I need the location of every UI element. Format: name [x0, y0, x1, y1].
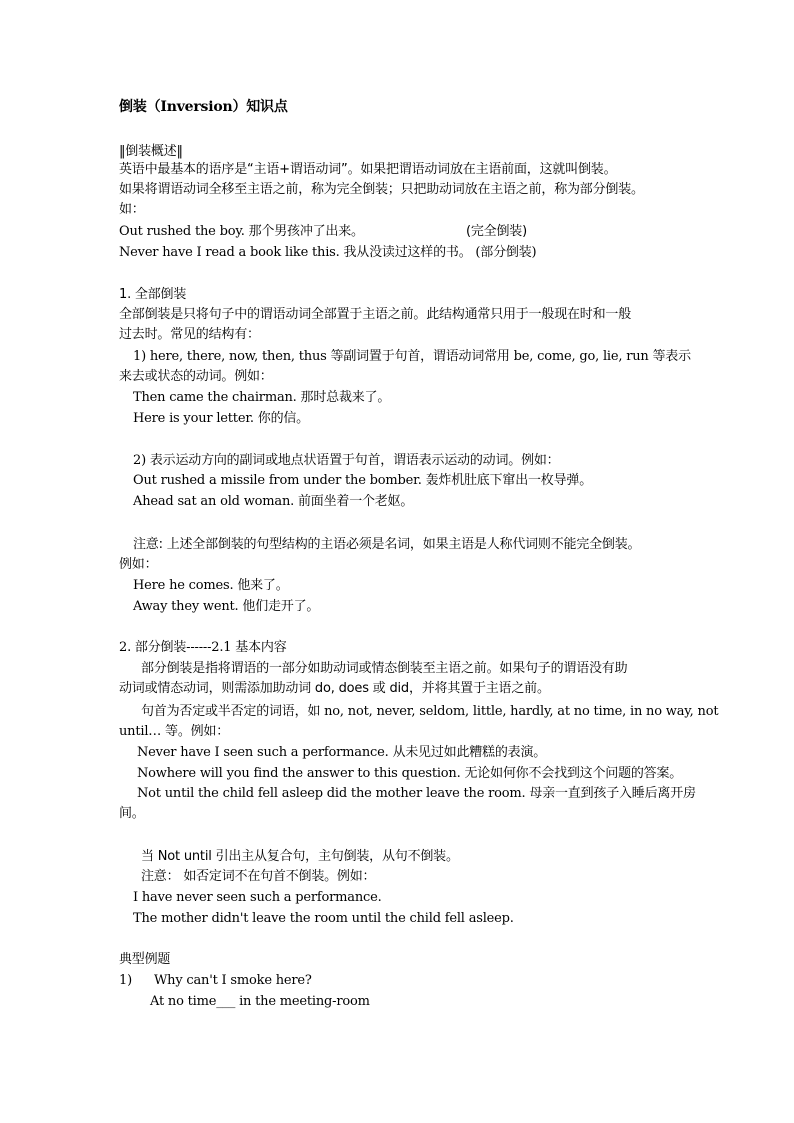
- section2-example-3: Not until the child fell asleep did the mother leave the room. 母亲一直到孩子入睡后离开房: [137, 786, 696, 801]
- overview-paragraph-line-2: 如果将谓语动词全移至主语之前，称为完全倒装；只把助动词放在主语之前，称为部分倒装。: [119, 182, 644, 197]
- document-title: 倒装（Inversion）知识点: [119, 99, 288, 115]
- section2-example-2: Nowhere will you find the answer to this question. 无论如何你不会找到这个问题的答案。: [137, 766, 683, 781]
- section2-note-line-1: 当 Not until 引出主从复合句，主句倒装，从句不倒装。: [141, 849, 459, 864]
- section1-example-2: Here is your letter. 你的信。: [133, 411, 309, 426]
- section2-heading: 2. 部分倒装------2.1 基本内容: [119, 640, 287, 655]
- section1-example-5: Here he comes. 他来了。: [133, 578, 289, 593]
- section1-note-line-2: 例如：: [119, 557, 158, 572]
- overview-example-2: Never have I read a book like this. 我从没读过这样的书。 (部分倒装): [119, 245, 537, 260]
- section2-note-line-2: 注意： 如否定词不在句首不倒装。例如：: [141, 869, 376, 884]
- overview-paragraph-line-1: 英语中最基本的语序是“主语+谓语动词”。如果把谓语动词放在主语前面，这就叫倒装。: [119, 162, 617, 177]
- overview-example-1-tag: (完全倒装): [466, 224, 527, 239]
- section1-example-4: Ahead sat an old woman. 前面坐着一个老妪。: [133, 494, 414, 509]
- overview-example-1: Out rushed the boy. 那个男孩冲了出来。: [119, 224, 364, 239]
- section1-example-6: Away they went. 他们走开了。: [133, 599, 320, 614]
- section1-heading: 1. 全部倒装: [119, 287, 187, 302]
- section1-note-line-1: 注意: 上述全部倒装的句型结构的主语必须是名词，如果主语是人称代词则不能完全倒装。: [133, 537, 641, 552]
- section2-example-4: I have never seen such a performance.: [133, 890, 382, 905]
- section1-item-2: 2) 表示运动方向的副词或地点状语置于句首，谓语表示运动的动词。例如：: [133, 453, 560, 468]
- example-question-1: Why can't I smoke here?: [154, 973, 312, 988]
- section1-paragraph-line-1: 全部倒装是只将句子中的谓语动词全部置于主语之前。此结构通常只用于一般现在时和一般: [119, 307, 632, 322]
- example-question-1-answer-line: At no time___ in the meeting-room: [150, 994, 370, 1009]
- section1-example-3: Out rushed a missile from under the bomber. 轰炸机肚底下窜出一枚导弹。: [133, 473, 592, 488]
- section1-paragraph-line-2: 过去时。常见的结构有：: [119, 327, 260, 342]
- section2-example-3-continued: 间。: [119, 806, 145, 821]
- section2-paragraph-line-3: 句首为否定或半否定的词语，如 no, not, never, seldom, little, hardly, at no time, in no way, not: [141, 704, 719, 719]
- section2-paragraph-line-4: until… 等。例如：: [119, 724, 230, 739]
- section1-example-1: Then came the chairman. 那时总裁来了。: [133, 390, 391, 405]
- section2-paragraph-line-2: 动词或情态动词，则需添加助动词 do, does 或 did，并将其置于主语之前。: [119, 681, 550, 696]
- overview-paragraph-line-3: 如：: [119, 202, 145, 217]
- section2-paragraph-line-1: 部分倒装是指将谓语的一部分如助动词或情态倒装至主语之前。如果句子的谓语没有助: [141, 661, 628, 676]
- examples-heading: 典型例题: [119, 952, 171, 967]
- section1-item-1-line-1: 1) here, there, now, then, thus 等副词置于句首，谓语动词常用 be, come, go, lie, run 等表示: [133, 349, 691, 364]
- overview-heading: ‖倒装概述‖: [119, 144, 183, 159]
- section2-example-1: Never have I seen such a performance. 从未见过如此糟糕的表演。: [137, 745, 547, 760]
- example-question-1-number: 1): [119, 973, 132, 988]
- section1-item-1-line-2: 来去或状态的动词。例如：: [119, 369, 273, 384]
- section2-example-5: The mother didn't leave the room until the child fell asleep.: [133, 911, 514, 926]
